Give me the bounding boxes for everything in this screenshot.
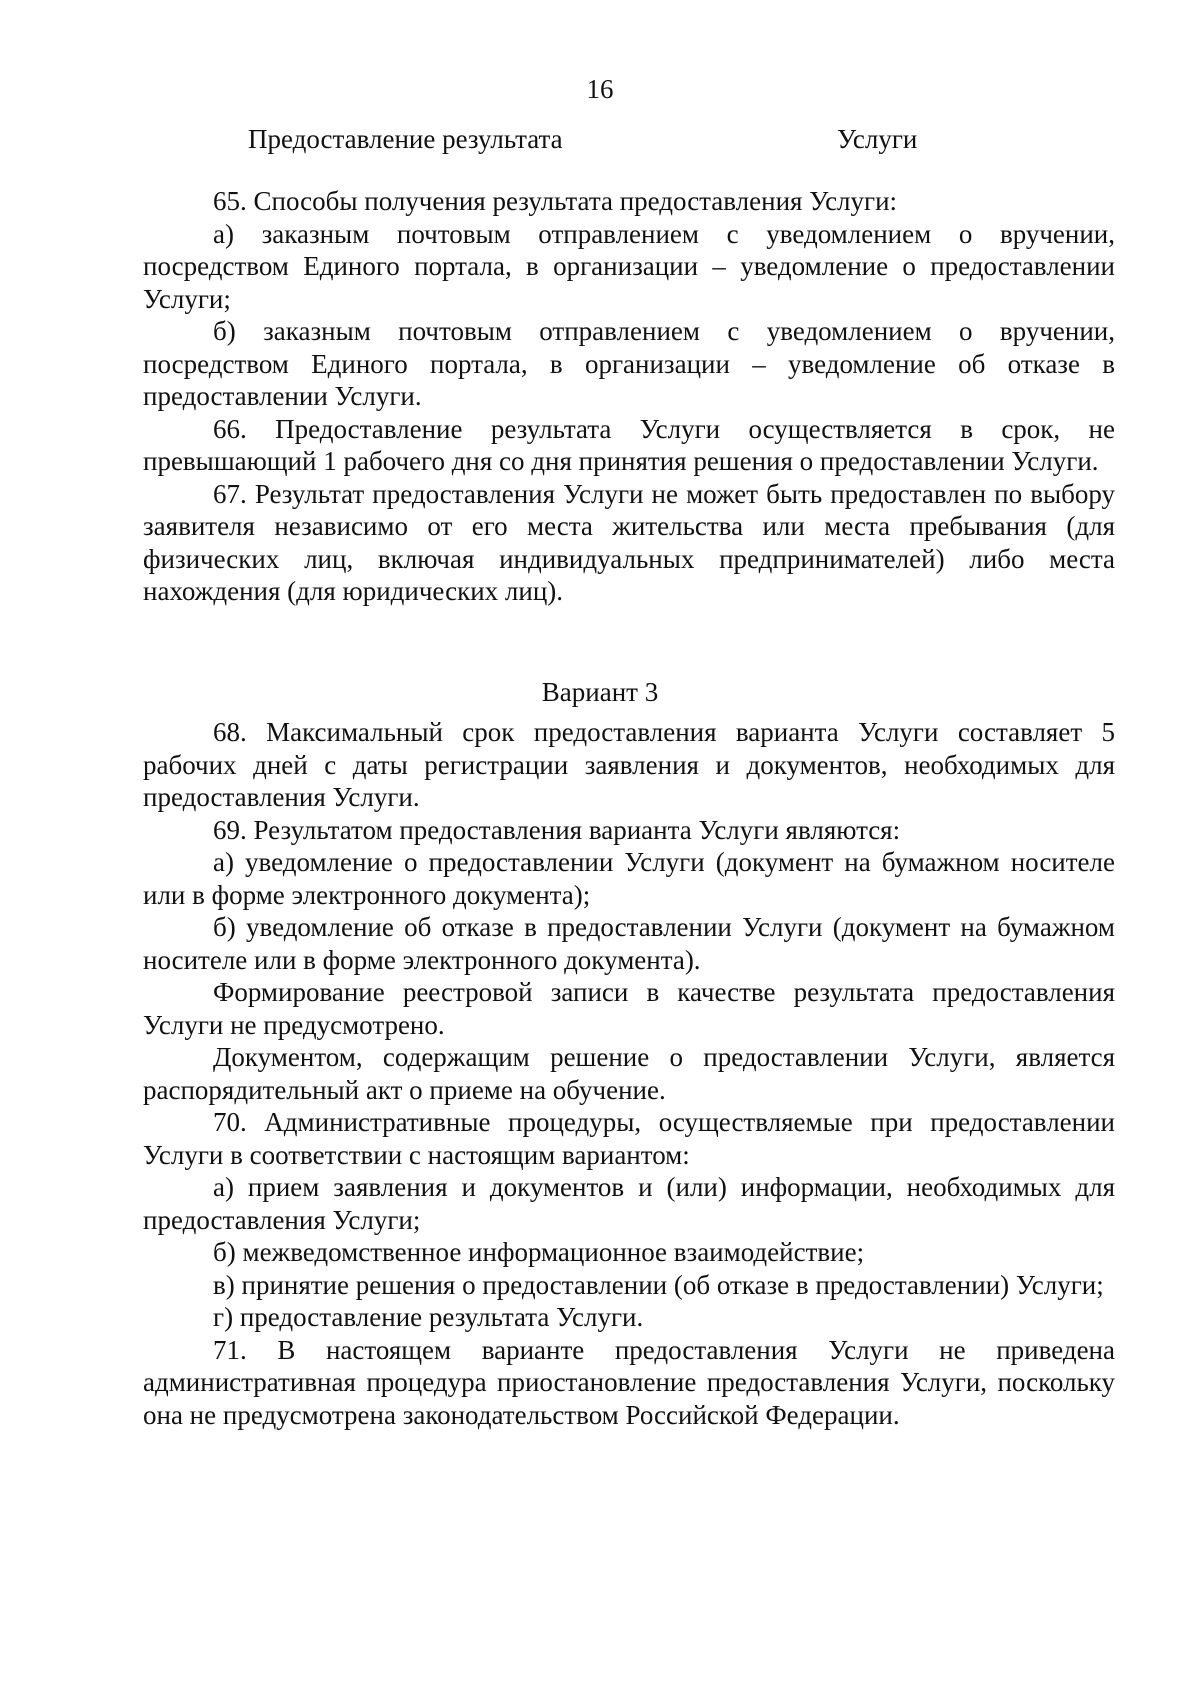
section-heading-right: Услуги bbox=[837, 124, 918, 154]
paragraph-70-d: г) предоставление результата Услуги. bbox=[213, 1302, 644, 1332]
section-heading-left: Предоставление результата bbox=[248, 124, 563, 154]
paragraph-70: 70. Административные процедуры, осуществляемые при предоставлении Услуги в соответствии с настоящим вариантом: bbox=[143, 1107, 1115, 1170]
paragraph-66: 66. Предоставление результата Услуги осуществляется в срок, не превышающий 1 рабочего дня со дня принятия решения о предоставлении Услуги. bbox=[143, 413, 1115, 476]
paragraph-70-a: а) прием заявления и документов и (или) информации, необходимых для предоставления Услуги; bbox=[143, 1172, 1115, 1235]
paragraph-69-a: а) уведомление о предоставлении Услуги (документ на бумажном носителе или в форме электронного документа); bbox=[143, 847, 1115, 910]
paragraph-65-a: а) заказным почтовым отправлением с уведомлением о вручении, посредством Единого портала, в организации – уведомление о предоставлении Услуги; bbox=[143, 218, 1115, 314]
paragraph-65-b: б) заказным почтовым отправлением с уведомлением о вручении, посредством Единого портала, в организации – уведомление об отказе в предоставлении Услуги. bbox=[143, 316, 1115, 411]
paragraph-67: 67. Результат предоставления Услуги не может быть предоставлен по выбору заявителя независимо от его места жительства или места пребывания (для физических лиц, включая индивидуальных предпринимателей) либо места нахождения (для юридических лиц). bbox=[143, 478, 1115, 606]
paragraph-71: 71. В настоящем варианте предоставления Услуги не приведена административная процедура приостановление предоставления Услуги, поскольку она не предусмотрена законодательством Российской Федерации. bbox=[143, 1334, 1115, 1430]
paragraph-65: 65. Способы получения результата предоставления Услуги: bbox=[213, 186, 898, 216]
paragraphs-block-1 bbox=[143, 185, 1115, 608]
paragraph-69-b: б) уведомление об отказе в предоставлении Услуги (документ на бумажном носителе или в форме электронного документа). bbox=[143, 912, 1115, 975]
page-number: 16 bbox=[586, 74, 614, 104]
paragraph-70-c: в) принятие решения о предоставлении (об отказе в предоставлении) Услуги; bbox=[213, 1269, 1104, 1300]
paragraphs-block-2 bbox=[143, 716, 1115, 1431]
paragraph-69: 69. Результатом предоставления варианта Услуги являются: bbox=[213, 814, 901, 845]
paragraph-registry-record: Формирование реестровой записи в качестве результата предоставления Услуги не предусмотрено. bbox=[143, 977, 1115, 1040]
paragraph-decision-document: Документом, содержащим решение о предоставлении Услуги, является распорядительный акт о приеме на обучение. bbox=[143, 1042, 1115, 1105]
paragraph-70-b: б) межведомственное информационное взаимодействие; bbox=[213, 1237, 865, 1267]
paragraph-68: 68. Максимальный срок предоставления варианта Услуги составляет 5 рабочих дней с даты регистрации заявления и документов, необходимых для предоставления Услуги. bbox=[143, 717, 1115, 812]
variant-heading: Вариант 3 bbox=[541, 677, 659, 707]
